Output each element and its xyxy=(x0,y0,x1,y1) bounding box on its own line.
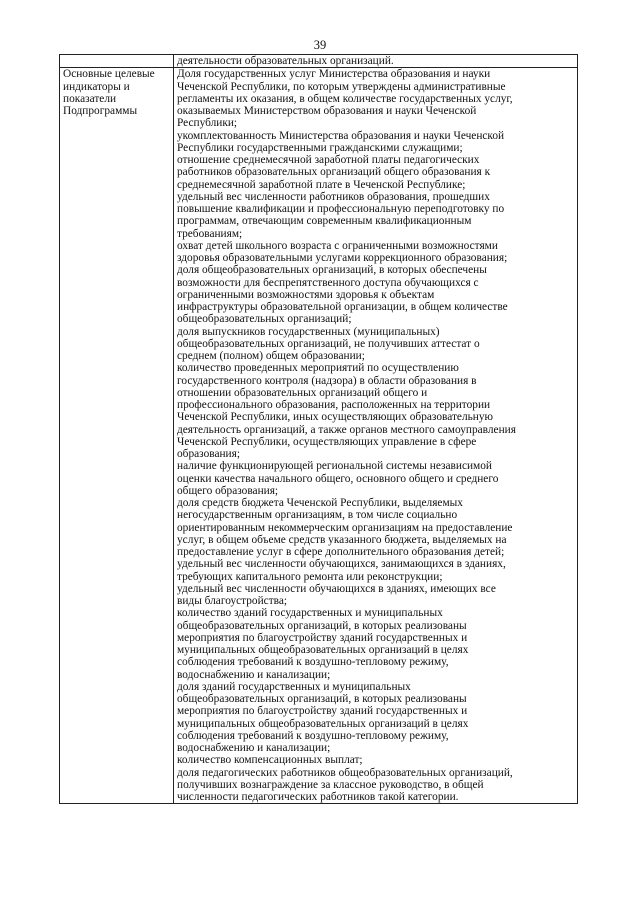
content-line: общеобразовательных организаций, в которых реализованы xyxy=(177,619,467,632)
content-line: водоснабжению и канализации; xyxy=(177,742,331,754)
content-line: доля средств бюджета Чеченской Республики, выделяемых xyxy=(177,497,463,509)
content-line: наличие функционирующей региональной системы независимой xyxy=(177,460,492,473)
indicators-table xyxy=(59,54,578,804)
content-line: оценки качества начального общего, основного общего и среднего xyxy=(177,472,499,485)
content-line: здоровья образовательными услугами коррекционного образования; xyxy=(177,252,508,264)
content-line: отношение среднемесячной заработной платы педагогических xyxy=(177,154,480,166)
content-line: виды благоустройства; xyxy=(177,595,288,607)
content-line: ориентированным некоммерческим организациям на предоставление xyxy=(177,521,513,534)
content-line: деятельность организаций, а также органов местного самоуправления xyxy=(177,423,516,436)
content-line: программам, отвечающим современным квалификационным xyxy=(177,215,472,228)
content-line: общеобразовательных организаций, не получивших аттестат о xyxy=(177,337,480,350)
content-line: доля зданий государственных и муниципальных xyxy=(177,680,411,693)
content-line: повышение квалификации и профессиональную переподготовку по xyxy=(177,203,505,215)
content-line: муниципальных общеобразовательных организаций в целях xyxy=(177,644,469,656)
content-line: ограниченными возможностями здоровья к объектам xyxy=(177,288,435,301)
content-line: укомплектованность Министерства образования и науки Чеченской xyxy=(177,129,505,142)
table-row-indicators xyxy=(60,68,578,804)
content-line: мероприятия по благоустройству зданий государственных и xyxy=(177,631,468,644)
content-line: негосударственным организациям, в том числе социально xyxy=(177,509,458,522)
label-line: Подпрограммы xyxy=(63,105,138,117)
content-line: отношении образовательных организаций общего и xyxy=(177,386,428,399)
content-line: регламенты их оказания, в общем количестве государственных услуг, xyxy=(177,92,513,105)
content-line: Чеченской Республики, осуществляющих управление в сфере xyxy=(177,435,477,448)
continuation-text: деятельности образовательных организаций. xyxy=(177,55,394,67)
content-line: профессионального образования, расположенных на территории xyxy=(177,399,491,411)
content-line: возможности для беспрепятственного доступа обучающихся с xyxy=(177,276,479,289)
content-line: услуг, в общем объеме средств указанного бюджета, выделяемых на xyxy=(177,533,507,546)
content-line: общеобразовательных организаций; xyxy=(177,313,352,326)
content-line: оказываемых Министерством образования и науки Чеченской xyxy=(177,105,477,117)
content-line: соблюдения требований к воздушно-тепловому режиму, xyxy=(177,729,449,742)
page-number: 39 xyxy=(313,38,327,52)
label-line: показатели xyxy=(63,92,117,105)
content-line: муниципальных общеобразовательных организаций в целях xyxy=(177,717,469,730)
content-line: образования; xyxy=(177,448,240,460)
content-line: Чеченской Республики, иных осуществляющих образовательную xyxy=(177,411,493,424)
table-row-continuation xyxy=(60,55,578,68)
content-line: требующих капитального ремонта или реконструкции; xyxy=(177,570,443,583)
content-line: водоснабжению и канализации; xyxy=(177,668,331,681)
content-line: количество зданий государственных и муниципальных xyxy=(177,607,443,620)
label-cell-empty xyxy=(60,55,174,68)
content-line: доля педагогических работников общеобразовательных организаций, xyxy=(177,766,513,779)
continuation-cell xyxy=(174,55,578,68)
content-line: удельный вес численности работников образования, прошедших xyxy=(177,190,490,203)
content-line: предоставление услуг в сфере дополнительного образования детей; xyxy=(177,546,505,558)
label-cell xyxy=(60,68,174,804)
content-cell xyxy=(174,68,578,804)
content-line: среднем (полном) общем образовании; xyxy=(177,350,365,362)
content-line: количество компенсационных выплат; xyxy=(177,754,363,767)
content-line: Республики; xyxy=(177,117,238,130)
content-line: получивших вознаграждение за классное руководство, в общей xyxy=(177,778,484,791)
content-line: удельный вес численности обучающихся в зданиях, имеющих все xyxy=(177,582,496,595)
content-line: удельный вес численности обучающихся, занимающихся в зданиях, xyxy=(177,558,506,571)
content-line: среднемесячной заработной плате в Чеченской Республике; xyxy=(177,178,466,191)
content-line: работников образовательных организаций общего образования к xyxy=(177,166,491,179)
content-line: численности педагогических работников такой категории. xyxy=(177,791,459,803)
content-line: доля выпускников государственных (муниципальных) xyxy=(177,325,440,338)
content-line: количество проведенных мероприятий по осуществлению xyxy=(177,362,459,375)
content-line: требованиям; xyxy=(177,227,243,240)
label-line: индикаторы и xyxy=(63,80,130,93)
content-line: Доля государственных услуг Министерства образования и науки xyxy=(177,68,491,81)
content-line: Чеченской Республики, по которым утверждены административные xyxy=(177,80,506,93)
content-line: охват детей школьного возраста с ограниченными возможностями xyxy=(177,239,498,252)
content-line: общеобразовательных организаций, в которых реализованы xyxy=(177,693,467,705)
content-line: мероприятия по благоустройству зданий государственных и xyxy=(177,705,468,718)
content-line: доля общеобразовательных организаций, в которых обеспечены xyxy=(177,264,487,277)
content-line: государственного контроля (надзора) в области образования в xyxy=(177,374,477,387)
label-line: Основные целевые xyxy=(63,68,155,81)
content-line: общего образования; xyxy=(177,484,279,497)
content-line: инфраструктуры образовательной организации, в общем количестве xyxy=(177,301,508,313)
content-line: соблюдения требований к воздушно-тепловому режиму, xyxy=(177,656,449,669)
content-line: Республики государственными гражданскими служащими; xyxy=(177,141,463,154)
